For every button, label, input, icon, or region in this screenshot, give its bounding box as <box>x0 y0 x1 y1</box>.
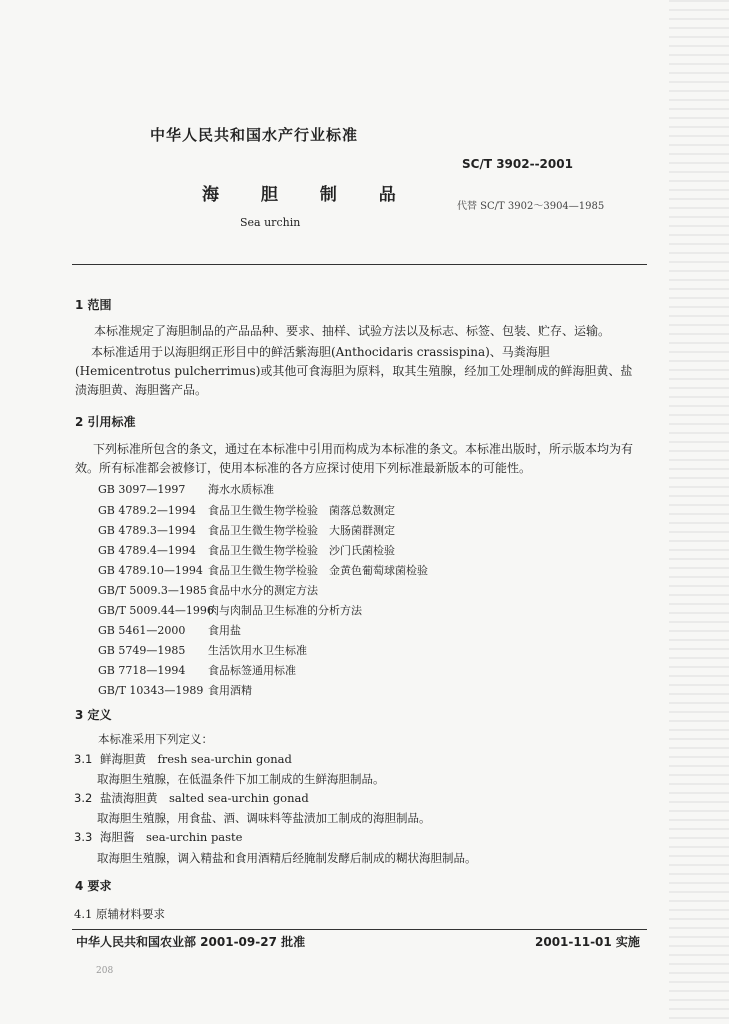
definition-text: 取海胆生殖腺，在低温条件下加工制成的生鲜海胆制品。 <box>97 772 385 786</box>
reference-item: GB 5749—1985 生活饮用水卫生标准 <box>98 644 307 657</box>
scan-edge-noise <box>669 0 729 1024</box>
footer-rule <box>72 929 647 930</box>
definition-term: 3.3 海胆酱 sea-urchin paste <box>74 830 243 844</box>
reference-item: GB 4789.2—1994 食品卫生微生物学检验 菌落总数测定 <box>98 504 395 517</box>
reference-item: GB 4789.4—1994 食品卫生微生物学检验 沙门氏菌检验 <box>98 544 395 557</box>
effective-date: 2001-11-01 实施 <box>535 935 640 949</box>
section-2-intro: 下列标准所包含的条文，通过在本标准中引用而构成为本标准的条文。本标准出版时，所示版本均为有效。所有标准都会被修订，使用本标准的各方应探讨使用下列标准最新版本的可能性。 <box>75 442 634 475</box>
document-title: 海 胆 制 品 <box>202 185 414 205</box>
header-rule <box>72 264 647 265</box>
reference-item: GB 3097—1997 海水水质标准 <box>98 483 274 496</box>
section-1-para-1: 本标准规定了海胆制品的产品品种、要求、抽样、试验方法以及标志、标签、包装、贮存、运输。 <box>94 324 611 338</box>
definition-text: 取海胆生殖腺，调入精盐和食用酒精后经腌制发酵后制成的糊状海胆制品。 <box>97 851 477 865</box>
section-4-heading: 4 要求 <box>75 879 112 893</box>
definition-text: 取海胆生殖腺，用食盐、酒、调味料等盐渍加工制成的海胆制品。 <box>97 811 431 825</box>
reference-item: GB 4789.10—1994 食品卫生微生物学检验 金黄色葡萄球菌检验 <box>98 564 428 577</box>
page-number: 208 <box>96 966 114 976</box>
section-1-para-2: 本标准适用于以海胆纲正形目中的鲜活紫海胆(Anthocidaris crassispina)、马粪海胆(Hemicentrotus pulcherrimus)或其他可食海胆为原料，取其生殖腺，经加工处理制成的鲜海胆黄、盐渍海胆黄、海胆酱产品。 <box>75 345 633 397</box>
reference-item: GB/T 5009.44—1996肉与肉制品卫生标准的分析方法 <box>98 604 362 617</box>
reference-item: GB 5461—2000 食用盐 <box>98 624 241 637</box>
reference-item: GB 4789.3—1994 食品卫生微生物学检验 大肠菌群测定 <box>98 524 395 537</box>
standard-code: SC/T 3902--2001 <box>462 157 573 171</box>
section-4-1-heading: 4.1 原辅材料要求 <box>74 907 165 921</box>
section-3-heading: 3 定义 <box>75 708 112 722</box>
english-title: Sea urchin <box>240 216 301 229</box>
approval-line: 中华人民共和国农业部 2001-09-27 批准 <box>76 935 306 949</box>
section-1-heading: 1 范围 <box>75 298 112 312</box>
section-3-intro: 本标准采用下列定义： <box>98 732 213 746</box>
reference-item: GB/T 10343—1989 食用酒精 <box>98 684 252 697</box>
section-2-heading: 2 引用标准 <box>75 415 136 429</box>
definition-term: 3.1 鲜海胆黄 fresh sea-urchin gonad <box>74 752 292 766</box>
reference-item: GB 7718—1994 食品标签通用标准 <box>98 664 296 677</box>
reference-item: GB/T 5009.3—1985食品中水分的测定方法 <box>98 584 318 597</box>
standard-category-title: 中华人民共和国水产行业标准 <box>150 126 359 144</box>
definition-term: 3.2 盐渍海胆黄 salted sea-urchin gonad <box>74 791 309 805</box>
replaces-note: 代替 SC/T 3902～3904—1985 <box>457 201 605 212</box>
